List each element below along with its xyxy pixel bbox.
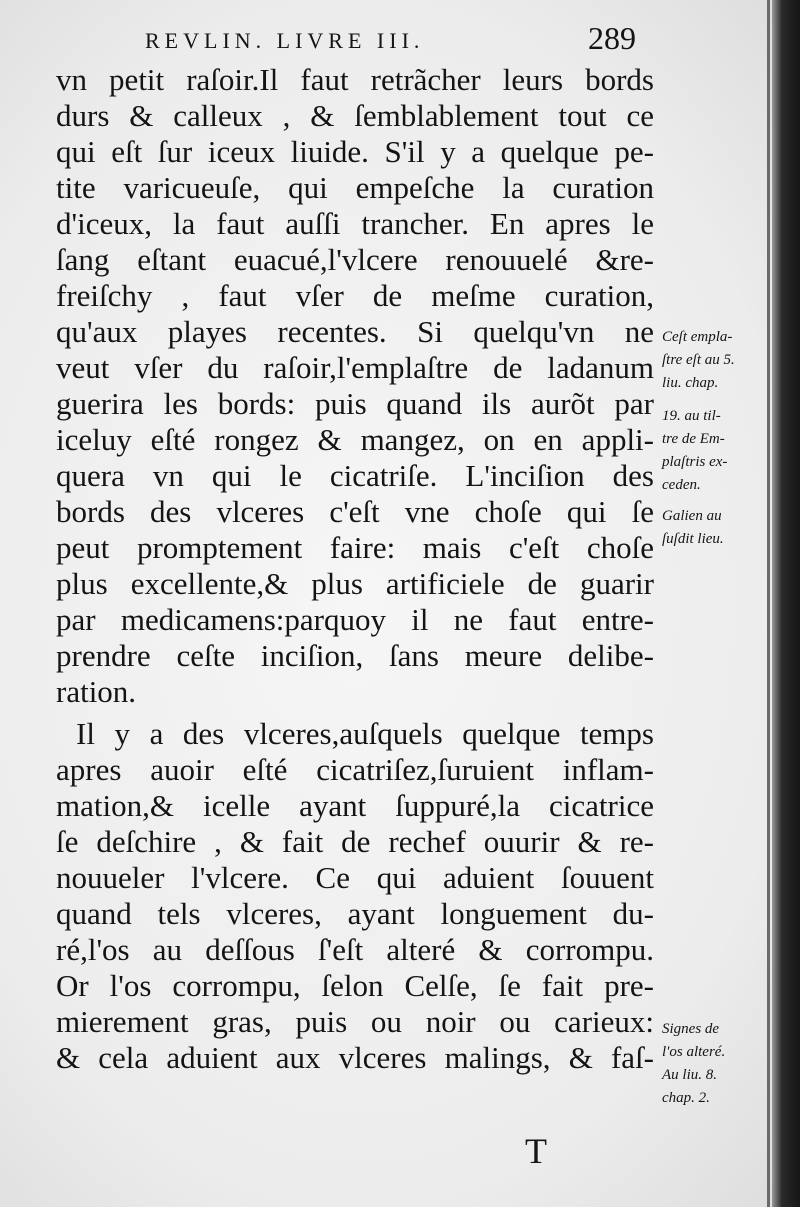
body-line: plus excellente,& plus artificiele de guarir — [56, 566, 654, 601]
margin-note: ceden. — [662, 477, 701, 493]
margin-note: ſtre eſt au 5. — [662, 352, 735, 368]
body-line: par medicamens:parquoy il ne faut entre- — [56, 602, 654, 637]
signature-mark: T — [525, 1131, 547, 1171]
margin-note: liu. chap. — [662, 375, 719, 391]
body-line: d'iceux, la faut auſſi trancher. En apres le — [56, 206, 654, 241]
margin-note: chap. 2. — [662, 1090, 710, 1106]
margin-note: ſuſdit lieu. — [662, 531, 724, 547]
page-number: 289 — [588, 20, 636, 56]
body-line: quand tels vlceres, ayant longuement du- — [56, 896, 654, 931]
body-line: bords des vlceres c'eſt vne choſe qui ſe — [56, 494, 654, 529]
body-line: veut vſer du raſoir,l'emplaſtre de ladanum — [56, 350, 654, 385]
body-line: tite varicueuſe, qui empeſche la curation — [56, 170, 654, 205]
body-line: Il y a des vlceres,auſquels quelque temps — [76, 716, 654, 751]
margin-note: l'os alteré. — [662, 1044, 726, 1060]
body-line: freiſchy , faut vſer de meſme curation, — [56, 278, 654, 313]
margin-note: Signes de — [662, 1021, 720, 1037]
margin-note: 19. au til- — [662, 408, 721, 424]
running-title: REVLIN. LIVRE III. — [145, 28, 425, 53]
body-line: apres auoir eſté cicatriſez,ſuruient inflam- — [56, 752, 654, 787]
body-line: quera vn qui le cicatriſe. L'inciſion des — [56, 458, 654, 493]
body-line: nouueler l'vlcere. Ce qui aduient ſouuent — [56, 860, 654, 895]
margin-note: Au liu. 8. — [662, 1067, 717, 1083]
body-line: durs & calleux , & ſemblablement tout ce — [56, 98, 654, 133]
body-line: prendre ceſte inciſion, ſans meure delibe- — [56, 638, 654, 673]
body-line: ration. — [56, 674, 137, 709]
body-line: & cela aduient aux vlceres malings, & faſ- — [56, 1040, 654, 1075]
body-line: ré,l'os au deſſous ſ'eſt alteré & corrompu. — [56, 932, 654, 967]
margin-note: Ceſt empla- — [662, 329, 733, 345]
book-gutter — [772, 0, 800, 1207]
body-line: ſang eſtant euacué,l'vlcere renouuelé &re- — [56, 242, 654, 277]
body-line: mation,& icelle ayant ſuppuré,la cicatrice — [56, 788, 654, 823]
body-line: qui eſt ſur iceux liuide. S'il y a quelque pe- — [56, 134, 654, 169]
body-line: vn petit raſoir.Il faut retrãcher leurs bords — [56, 62, 654, 97]
body-line: ſe deſchire , & fait de rechef ouurir & re- — [56, 824, 654, 859]
body-line: guerira les bords: puis quand ils aurõt par — [56, 386, 654, 421]
body-line: mierement gras, puis ou noir ou carieux: — [56, 1004, 654, 1039]
margin-note: Galien au — [662, 508, 722, 524]
body-line: Or l'os corrompu, ſelon Celſe, ſe fait pre- — [56, 968, 654, 1003]
body-line: peut promptement faire: mais c'eſt choſe — [56, 530, 654, 565]
body-line: qu'aux playes recentes. Si quelqu'vn ne — [56, 314, 654, 349]
margin-note: tre de Em- — [662, 431, 725, 447]
body-line: iceluy eſté rongez & mangez, on en appli- — [56, 422, 654, 457]
margin-note: plaſtris ex- — [662, 454, 728, 470]
